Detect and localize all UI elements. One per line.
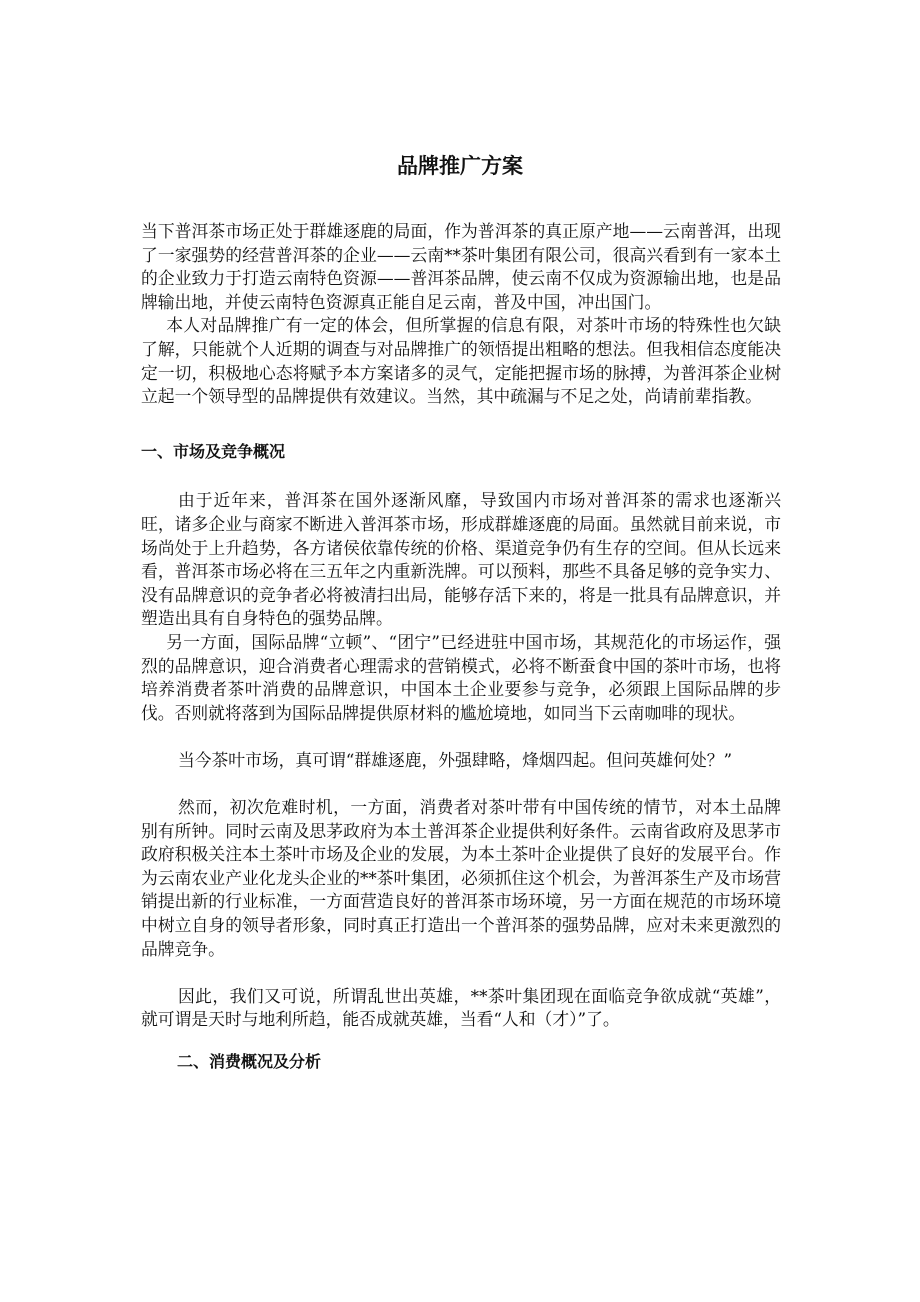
market-paragraph-2: 另一方面，国际品牌“立顿”、“团宁”已经进驻中国市场，其规范化的市场运作，强烈的品牌意识，迎合消费者心理需求的营销模式，必将不断蚕食中国的茶叶市场，也将培养消费者茶叶消费的品牌意识，中国本土企业要参与竞争，必须跟上国际品牌的步伐。否则就将落到为国际品牌提供原材料的尴尬境地，如同当下云南咖啡的现状。	[141, 631, 781, 723]
market-paragraph-1: 由于近年来，普洱茶在国外逐渐风靡，导致国内市场对普洱茶的需求也逐渐兴旺，诸多企业与商家不断进入普洱茶市场，形成群雄逐鹿的局面。虽然就目前来说，市场尚处于上升趋势，各方诸侯依靠传统的价格、渠道竞争仍有生存的空间。但从长远来看，普洱茶市场必将在三五年之内重新洗牌。可以预料，那些不具备足够的竞争实力、没有品牌意识的竞争者必将被清扫出局，能够存活下来的，将是一批具有品牌意识，并塑造出具有自身特色的强势品牌。	[141, 490, 781, 629]
section-heading-market: 一、市场及竞争概况	[141, 441, 286, 461]
section-heading-consumption: 二、消费概况及分析	[177, 1052, 322, 1071]
intro-paragraph-1: 当下普洱茶市场正处于群雄逐鹿的局面，作为普洱茶的真正原产地——云南普洱，出现了一家强势的经营普洱茶的企业——云南**茶叶集团有限公司，很高兴看到有一家本土的企业致力于打造云南特色资源——普洱茶品牌，使云南不仅成为资源输出地，也是品牌输出地，并使云南特色资源真正能自足云南，普及中国，冲出国门。	[141, 221, 781, 312]
intro-paragraph-2: 本人对品牌推广有一定的体会，但所掌握的信息有限，对茶叶市场的特殊性也欠缺了解，只能就个人近期的调查与对品牌推广的领悟提出粗略的想法。但我相信态度能决定一切，积极地心态将赋予本方案诸多的灵气，定能把握市场的脉搏，为普洱茶企业树立起一个领导型的品牌提供有效建议。当然，其中疏漏与不足之处，尚请前辈指教。	[141, 315, 781, 407]
market-paragraph-3: 当今茶叶市场，真可谓“群雄逐鹿，外强肆略，烽烟四起。但问英雄何处？”	[177, 749, 733, 770]
market-paragraph-5: 因此，我们又可说，所谓乱世出英雄，**茶叶集团现在面临竞争欲成就“英雄”，就可谓是天时与地利所趋，能否成就英雄，当看“人和（才）”了。	[141, 985, 781, 1030]
market-paragraph-4: 然而，初次危难时机，一方面，消费者对茶叶带有中国传统的情节，对本土品牌别有所钟。同时云南及思茅政府为本土普洱茶企业提供利好条件。云南省政府及思茅市政府积极关注本土茶叶市场及企业的发展，为本土茶叶企业提供了良好的发展平台。作为云南农业产业化龙头企业的**茶叶集团，必须抓住这个机会，为普洱茶生产及市场营销提出新的行业标准，一方面营造良好的普洱茶市场环境，另一方面在规范的市场环境中树立自身的领导者形象，同时真正打造出一个普洱茶的强势品牌，应对未来更激烈的品牌竞争。	[141, 797, 781, 959]
document-body	[141, 220, 781, 1074]
document-title: 品牌推广方案	[397, 154, 523, 178]
